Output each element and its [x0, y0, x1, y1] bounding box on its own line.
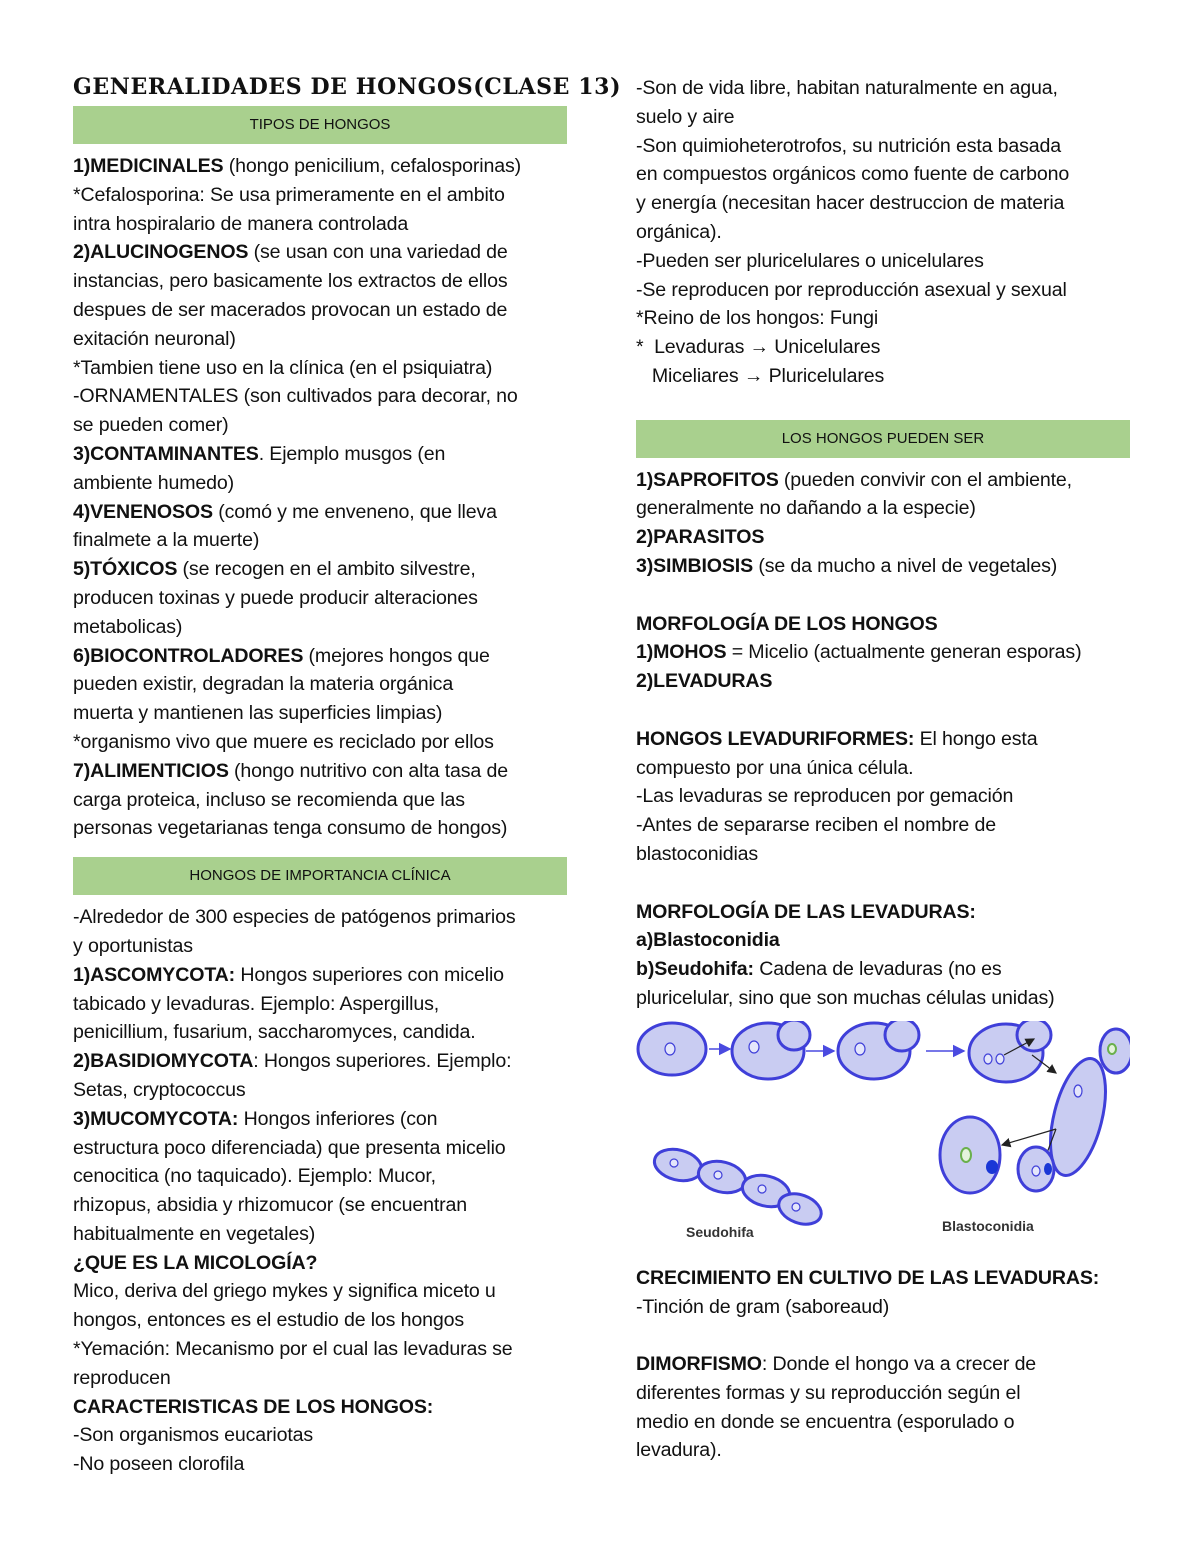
- banner-importancia-clinica: HONGOS DE IMPORTANCIA CLÍNICA: [73, 857, 567, 895]
- term: 2)PARASITOS: [636, 526, 765, 549]
- text-line: estructura poco diferenciada) que presenta micelio: [73, 1136, 506, 1159]
- text-line: -ORNAMENTALES (son cultivados para decorar, no: [73, 385, 518, 408]
- text-line: -No poseen clorofila: [73, 1453, 245, 1476]
- term: 1)ASCOMYCOTA:: [73, 963, 236, 986]
- list-item: [636, 638, 1130, 667]
- list-item: [636, 523, 1130, 552]
- text: Hongos inferiores (con: [238, 1107, 438, 1130]
- term: b)Seudohifa:: [636, 958, 754, 981]
- text-line: carga proteica, incluso se recomienda que las: [73, 788, 465, 811]
- text-line: -Son de vida libre, habitan naturalmente en agua,: [636, 77, 1058, 99]
- text-line: personas vegetarianas tenga consumo de hongos): [73, 817, 508, 840]
- text-line: pueden existir, degradan la materia orgánica: [73, 673, 454, 696]
- text-line: levadura).: [636, 1439, 722, 1462]
- nucleus: [996, 1054, 1004, 1064]
- page-title: GENERALIDADES DE HONGOS(CLASE 13): [73, 74, 622, 100]
- text-line: reproducen: [73, 1366, 171, 1389]
- text-line: -Las levaduras se reproducen por gemación: [636, 785, 1014, 808]
- text-line: * Levaduras → Unicelulares: [636, 336, 881, 359]
- text: (se usan con una variedad de: [248, 241, 508, 264]
- text-line: Setas, cryptococcus: [73, 1078, 246, 1101]
- text: Cadena de levaduras (no es: [753, 958, 1002, 981]
- text: . Ejemplo musgos (en: [258, 442, 446, 465]
- right-column: [636, 74, 1130, 1465]
- section-heading: [636, 725, 1130, 754]
- term: 6)BIOCONTROLADORES: [73, 644, 304, 667]
- list-item: [73, 642, 567, 671]
- text-line: compuesto por una única célula.: [636, 756, 914, 779]
- spacer: [636, 869, 1130, 898]
- section-heading: [73, 1393, 567, 1422]
- bud-scar: [1044, 1163, 1052, 1175]
- list-item: [636, 667, 1130, 696]
- text-line: Mico, deriva del griego mykes y significa miceto u: [73, 1280, 496, 1303]
- nucleus: [749, 1041, 759, 1053]
- text-line: y oportunistas: [73, 934, 193, 957]
- term: 3)SIMBIOSIS: [636, 554, 754, 577]
- text-line: tabicado y levaduras. Ejemplo: Aspergillus,: [73, 992, 440, 1015]
- heading-text: MORFOLOGÍA DE LAS LEVADURAS:: [636, 900, 976, 923]
- text-line: orgánica).: [636, 220, 722, 243]
- pseudohyphae-chain: [651, 1144, 825, 1229]
- spacer: [636, 696, 1130, 725]
- text: (hongo penicilium, cefalosporinas): [223, 155, 521, 177]
- heading-text: HONGOS LEVADURIFORMES:: [636, 727, 915, 750]
- section-heading: [636, 1264, 1130, 1293]
- term: 3)CONTAMINANTES: [73, 442, 259, 465]
- section-heading: [636, 898, 1130, 927]
- heading-text: DIMORFISMO: [636, 1353, 762, 1376]
- text: : Donde el hongo va a crecer de: [761, 1353, 1037, 1376]
- nucleus-green: [961, 1148, 971, 1162]
- text: (comó y me enveneno, que lleva: [212, 500, 497, 523]
- term: 1)MOHOS: [636, 641, 727, 664]
- text-line: -Antes de separarse reciben el nombre de: [636, 814, 996, 837]
- section-heading: [73, 1249, 567, 1278]
- nucleus: [665, 1043, 675, 1055]
- text-line: -Pueden ser pluricelulares o unicelulares: [636, 249, 984, 272]
- term: 2)ALUCINOGENOS: [73, 241, 249, 264]
- text-line: *Cefalosporina: Se usa primeramente en el ambito: [73, 183, 505, 206]
- text-line: rhizopus, absidia y rhizomucor (se encuentran: [73, 1194, 468, 1217]
- nucleus: [758, 1185, 766, 1193]
- figure-label-seudohifa: Seudohifa: [686, 1223, 754, 1240]
- nucleus: [714, 1171, 722, 1179]
- spacer: [73, 843, 567, 857]
- text-line: -Alrededor de 300 especies de patógenos primarios: [73, 906, 516, 929]
- left-column: [73, 72, 622, 1479]
- list-item: [636, 466, 1130, 495]
- text-line: despues de ser macerados provocan un estado de: [73, 298, 508, 321]
- nucleus: [984, 1054, 992, 1064]
- term: 2)BASIDIOMYCOTA: [73, 1050, 254, 1073]
- text-line: ambiente humedo): [73, 471, 234, 494]
- text-line: blastoconidias: [636, 842, 759, 865]
- bud-scar: [986, 1160, 998, 1174]
- term: 7)ALIMENTICIOS: [73, 759, 229, 782]
- text-line: cenocitica (no taquicado). Ejemplo: Mucor,: [73, 1165, 436, 1188]
- text-line: -Son organismos eucariotas: [73, 1424, 314, 1447]
- list-item: [73, 757, 567, 786]
- heading-text: ¿QUE ES LA MICOLOGÍA?: [73, 1251, 318, 1274]
- nucleus: [1074, 1085, 1082, 1097]
- list-item: [636, 552, 1130, 581]
- text-line: penicillium, fusarium, saccharomyces, candida.: [73, 1021, 476, 1044]
- text: (hongo nutritivo con alta tasa de: [228, 759, 508, 782]
- text: (pueden convivir con el ambiente,: [778, 468, 1072, 491]
- list-item: [73, 961, 567, 990]
- term: 1)MEDICINALES: [73, 155, 224, 177]
- text-line: -Se reproducen por reproducción asexual y sexual: [636, 278, 1067, 301]
- list-item: [73, 498, 567, 527]
- bud: [778, 1021, 810, 1050]
- nucleus: [855, 1043, 865, 1055]
- text: (mejores hongos que: [303, 644, 490, 667]
- text-line: suelo y aire: [636, 105, 735, 128]
- text-line: *organismo vivo que muere es reciclado por ellos: [73, 730, 494, 753]
- text: = Micelio (actualmente generan esporas): [726, 641, 1082, 664]
- arrow: [1002, 1129, 1056, 1145]
- spacer: [636, 581, 1130, 610]
- list-item: [636, 926, 1130, 955]
- term: 4)VENENOSOS: [73, 500, 213, 523]
- heading-text: CRECIMIENTO EN CULTIVO DE LAS LEVADURAS:: [636, 1266, 1100, 1289]
- term: a)Blastoconidia: [636, 929, 780, 952]
- term: 2)LEVADURAS: [636, 670, 773, 693]
- text-line: metabolicas): [73, 615, 183, 638]
- text-line: generalmente no dañando a la especie): [636, 497, 976, 520]
- text-line: -Tinción de gram (saboreaud): [636, 1295, 890, 1318]
- text-line: en compuestos orgánicos como fuente de carbono: [636, 163, 1070, 186]
- term: 3)MUCOMYCOTA:: [73, 1107, 239, 1130]
- text-line: *Reino de los hongos: Fungi: [636, 307, 879, 330]
- banner-tipos-de-hongos: TIPOS DE HONGOS: [73, 106, 567, 144]
- list-item: [73, 1047, 567, 1076]
- text-line: *Tambien tiene uso en la clínica (en el psiquiatra): [73, 356, 493, 379]
- text: : Hongos superiores. Ejemplo:: [253, 1050, 512, 1073]
- text: (se recogen en el ambito silvestre,: [177, 558, 476, 581]
- nucleus: [792, 1203, 800, 1211]
- section-heading: [636, 610, 1130, 639]
- text-line: diferentes formas y su reproducción según el: [636, 1381, 1021, 1404]
- spacer: [636, 391, 1130, 420]
- nucleus: [1032, 1166, 1040, 1176]
- yeast-budding-diagram: [636, 1021, 1130, 1249]
- text-line: hongos, entonces es el estudio de los hongos: [73, 1309, 465, 1332]
- bud: [1017, 1021, 1051, 1051]
- text-line: *Yemación: Mecanismo por el cual las levaduras se: [73, 1338, 513, 1361]
- text-line: y energía (necesitan hacer destruccion de materia: [636, 192, 1065, 215]
- text-line: finalmete a la muerte): [73, 529, 260, 552]
- nucleus-green: [1108, 1044, 1116, 1054]
- section-heading: [636, 1350, 1130, 1379]
- text: El hongo esta: [914, 727, 1038, 750]
- heading-text: CARACTERISTICAS DE LOS HONGOS:: [73, 1395, 434, 1418]
- text-line: instancias, pero basicamente los extractos de ellos: [73, 270, 508, 293]
- list-item: [73, 152, 567, 181]
- text-line: pluricelular, sino que son muchas células unidas): [636, 986, 1055, 1009]
- spacer: [636, 1321, 1130, 1350]
- text: (se da mucho a nivel de vegetales): [753, 554, 1058, 577]
- list-item: [73, 440, 567, 469]
- figure-label-blastoconidia: Blastoconidia: [942, 1217, 1034, 1234]
- heading-text: MORFOLOGÍA DE LOS HONGOS: [636, 612, 938, 635]
- text-line: muerta y mantienen las superficies limpias): [73, 702, 443, 725]
- bud: [885, 1021, 919, 1051]
- list-item: [73, 238, 567, 267]
- text-line: Miceliares → Pluricelulares: [636, 364, 885, 387]
- text: Hongos superiores con micelio: [235, 963, 504, 986]
- text-line: habitualmente en vegetales): [73, 1222, 316, 1245]
- text-line: medio en donde se encuentra (esporulado o: [636, 1410, 1015, 1433]
- text-line: se pueden comer): [73, 414, 229, 437]
- text-line: intra hospiralario de manera controlada: [73, 212, 409, 235]
- list-item: [73, 555, 567, 584]
- banner-pueden-ser: LOS HONGOS PUEDEN SER: [636, 420, 1130, 458]
- list-item: [73, 1105, 567, 1134]
- nucleus: [670, 1159, 678, 1167]
- term: 1)SAPROFITOS: [636, 468, 779, 491]
- term: 5)TÓXICOS: [73, 558, 178, 581]
- text-line: exitación neuronal): [73, 327, 236, 350]
- text-line: -Son quimioheterotrofos, su nutrición esta basada: [636, 134, 1062, 157]
- list-item: [636, 955, 1130, 984]
- text-line: producen toxinas y puede producir alteraciones: [73, 586, 478, 609]
